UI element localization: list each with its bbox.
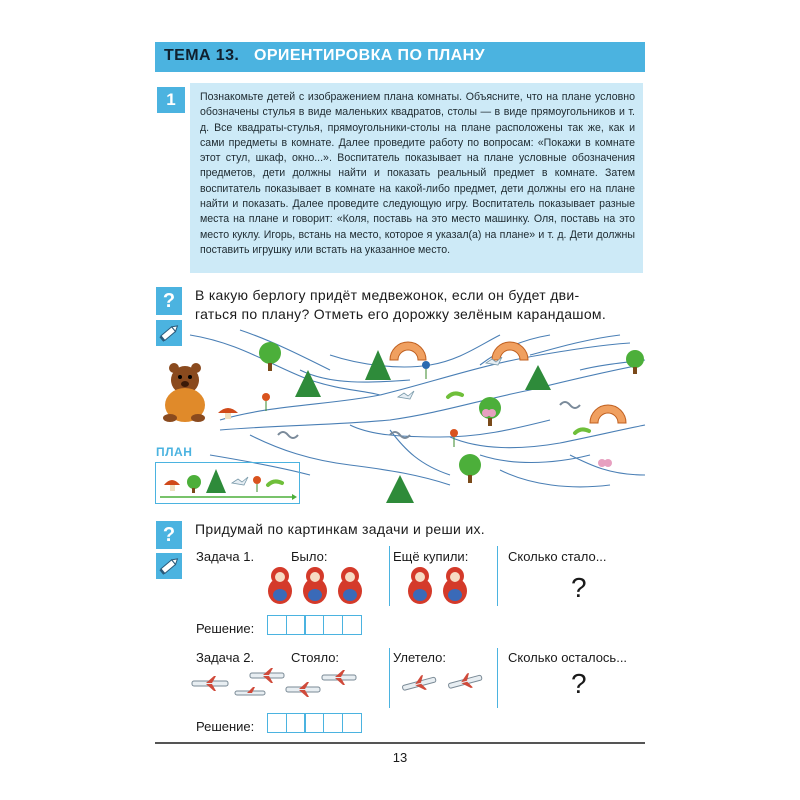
matryoshka-group-bought (405, 565, 475, 605)
airplane (401, 672, 438, 695)
airplane (322, 670, 356, 685)
snake (278, 432, 298, 438)
question-icon: ? (156, 521, 182, 549)
problem2-solution-cells[interactable] (267, 713, 361, 733)
topic-number: ТЕМА 13. (164, 47, 240, 64)
fir-tree (206, 469, 226, 493)
tree (187, 475, 201, 493)
solution-cell[interactable] (286, 713, 306, 733)
teacher-instruction-box (190, 83, 643, 273)
footer-divider (155, 742, 645, 744)
problem1-answer-mark: ? (571, 572, 587, 603)
problem2-how-many-label: Сколько осталось... (508, 650, 628, 665)
caterpillar (448, 393, 462, 397)
problem2-answer-mark: ? (571, 668, 587, 699)
flower (253, 476, 261, 492)
pencil-icon (156, 553, 182, 579)
problem2-label: Задача 2. (196, 650, 255, 665)
solution-cell[interactable] (342, 713, 362, 733)
task2-question-line1: В какую берлогу придёт медвежонок, если он будет дви- (195, 287, 580, 303)
task2-question-line2: гаться по плану? Отметь его дорожку зелёным карандашом. (195, 306, 607, 322)
airplane-group-stood (190, 666, 360, 706)
snake (560, 402, 580, 408)
matryoshka-group-was (265, 565, 370, 605)
den (492, 342, 528, 360)
problem2-divider (497, 648, 498, 708)
fir-tree (386, 475, 414, 503)
airplane (447, 670, 484, 693)
airplane-group-flew (400, 668, 490, 698)
fir-tree (295, 370, 321, 397)
tree (626, 350, 644, 374)
problem1-bought-label: Ещё купили: (393, 549, 469, 564)
problem2-divider (389, 648, 390, 708)
tree (259, 342, 281, 371)
matryoshka (408, 567, 432, 604)
matryoshka (303, 567, 327, 604)
problem1-was-label: Было: (291, 549, 328, 564)
solution-cell[interactable] (323, 713, 343, 733)
problem1-solution-label: Решение: (196, 621, 255, 636)
airplane (250, 668, 284, 683)
plan-label: ПЛАН (156, 445, 193, 459)
page-number: 13 (392, 750, 408, 765)
task3-question: Придумай по картинкам задачи и реши их. (195, 521, 485, 537)
caterpillar (268, 481, 282, 485)
topic-title-bar (155, 42, 645, 72)
den (590, 405, 626, 423)
problem2-stood-label: Стояло: (291, 650, 340, 665)
den (390, 342, 426, 360)
flower (262, 393, 270, 411)
task-number-badge: 1 (157, 87, 185, 113)
mushroom (164, 480, 180, 491)
tree (459, 454, 481, 483)
matryoshka (338, 567, 362, 604)
problem1-divider (497, 546, 498, 606)
matryoshka (443, 567, 467, 604)
solution-cell[interactable] (342, 615, 362, 635)
topic-title: ОРИЕНТИРОВКА ПО ПЛАНУ (254, 47, 485, 64)
plan-box (155, 462, 300, 504)
bird (232, 477, 248, 485)
airplane (235, 687, 265, 695)
airplane (192, 676, 228, 691)
solution-cell[interactable] (304, 713, 324, 733)
solution-cell[interactable] (304, 615, 324, 635)
solution-cell[interactable] (267, 713, 287, 733)
airplane (286, 682, 320, 697)
flower (422, 361, 430, 379)
problem2-flew-away-label: Улетело: (393, 650, 446, 665)
fir-tree (525, 365, 551, 390)
solution-cell[interactable] (286, 615, 306, 635)
bird (398, 391, 414, 399)
problem1-label: Задача 1. (196, 549, 255, 564)
fir-tree (365, 350, 391, 380)
problem1-solution-cells[interactable] (267, 615, 361, 635)
problem2-solution-label: Решение: (196, 719, 255, 734)
butterfly (598, 459, 612, 467)
mushroom (218, 408, 238, 419)
solution-cell[interactable] (267, 615, 287, 635)
bear (163, 363, 205, 422)
problem1-how-many-label: Сколько стало... (508, 549, 607, 564)
question-icon: ? (156, 287, 182, 315)
solution-cell[interactable] (323, 615, 343, 635)
caterpillar (575, 429, 589, 433)
problem1-divider (389, 546, 390, 606)
teacher-instruction-text: Познакомьте детей с изображением плана комнаты. Объясните, что на плане условно обозначены стулья в виде маленьких квадратов, столы — в виде прямоугольников и т. д. Все квадраты-стулья, прямоугольники-столы на плане расположены так же, как и сами предметы в комнате. Далее проведите работу по вопросам: «Покажи в комнате этот стул, шкаф, окно...». Воспитатель показывает на плане условные обозначения предметов, дети должны найти и показать реальный предмет в комнате. Затем воспитатель показывает в комнате на какой-либо предмет, дети должны его на плане найти и показать. Далее проведите следующую игру. Воспитатель показывает разные места на плане и говорит: «Коля, поставь на это место машинку. Оля, поставь на это место куклу. Игорь, встань на место, которое я указал(а) на плане» и т. д. Дети должны поставить игрушку или встать на указанное место. (200, 91, 635, 256)
matryoshka (268, 567, 292, 604)
